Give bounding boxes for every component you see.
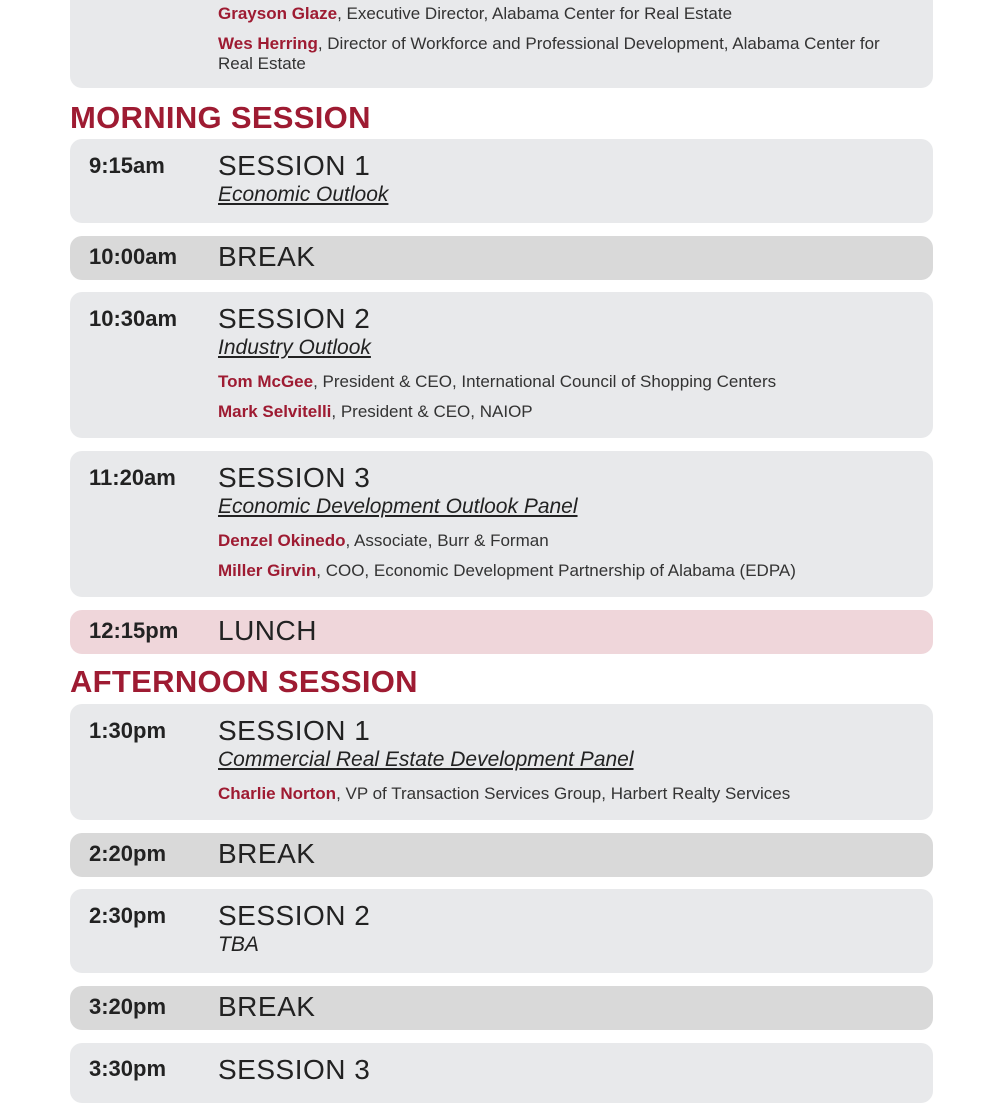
afternoon-session-heading: AFTERNOON SESSION bbox=[70, 664, 418, 699]
speaker-name: Wes Herring bbox=[218, 34, 318, 53]
session-title: SESSION 1 bbox=[218, 715, 371, 746]
session-topic-link[interactable]: Industry Outlook bbox=[218, 336, 371, 359]
session-topic-link[interactable]: Commercial Real Estate Development Panel bbox=[218, 748, 634, 771]
speaker bbox=[218, 34, 913, 74]
speaker-role: , VP of Transaction Services Group, Harbert Realty Services bbox=[336, 784, 791, 803]
session-title: SESSION 1 bbox=[218, 150, 371, 181]
speaker-role: , Director of Workforce and Professional Development, Alabama Center for Real Estate bbox=[218, 34, 880, 73]
agenda-item-afternoon-session-1 bbox=[70, 704, 933, 820]
speaker-name: Grayson Glaze bbox=[218, 4, 338, 23]
speaker bbox=[218, 561, 913, 581]
agenda-item-break bbox=[70, 986, 933, 1030]
session-time: 12:15pm bbox=[89, 618, 179, 643]
speaker bbox=[218, 784, 913, 804]
speaker-role: , COO, Economic Development Partnership of Alabama (EDPA) bbox=[316, 561, 796, 580]
speaker-role: , President & CEO, NAIOP bbox=[331, 402, 533, 421]
session-time: 3:20pm bbox=[89, 994, 167, 1019]
speaker-name: Mark Selvitelli bbox=[218, 402, 332, 421]
session-title: SESSION 2 bbox=[218, 900, 371, 931]
session-time: 3:30pm bbox=[89, 1056, 167, 1081]
session-topic: TBA bbox=[218, 933, 259, 956]
session-title: BREAK bbox=[218, 991, 316, 1022]
speaker-role: , President & CEO, International Council of Shopping Centers bbox=[313, 372, 777, 391]
session-time: 10:30am bbox=[89, 306, 178, 331]
session-time: 2:20pm bbox=[89, 841, 167, 866]
session-time: 9:15am bbox=[89, 153, 165, 178]
agenda-item-break bbox=[70, 833, 933, 877]
agenda-item-afternoon-session-3 bbox=[70, 1043, 933, 1103]
speaker-role: , Executive Director, Alabama Center for Real Estate bbox=[337, 4, 733, 23]
session-title: SESSION 3 bbox=[218, 462, 371, 493]
speaker bbox=[218, 372, 913, 392]
agenda-item-lunch bbox=[70, 610, 933, 654]
speaker-name: Miller Girvin bbox=[218, 561, 317, 580]
session-title: BREAK bbox=[218, 838, 316, 869]
agenda-item-break bbox=[70, 236, 933, 280]
agenda-item-afternoon-session-2 bbox=[70, 889, 933, 973]
session-topic-link[interactable]: Economic Development Outlook Panel bbox=[218, 495, 578, 518]
speaker-name: Charlie Norton bbox=[218, 784, 337, 803]
speaker bbox=[218, 402, 913, 422]
speaker-role: , Associate, Burr & Forman bbox=[345, 531, 549, 550]
session-title: BREAK bbox=[218, 241, 316, 272]
agenda-item-morning-session-1 bbox=[70, 139, 933, 223]
session-title: SESSION 3 bbox=[218, 1054, 371, 1085]
session-topic-link[interactable]: Economic Outlook bbox=[218, 183, 389, 206]
morning-session-heading: MORNING SESSION bbox=[70, 100, 371, 135]
session-title: LUNCH bbox=[218, 615, 317, 646]
intro-card bbox=[70, 0, 933, 88]
agenda-item-morning-session-3 bbox=[70, 451, 933, 597]
speaker bbox=[218, 531, 913, 551]
session-time: 1:30pm bbox=[89, 718, 167, 743]
session-time: 2:30pm bbox=[89, 903, 167, 928]
session-time: 10:00am bbox=[89, 244, 178, 269]
agenda-item-morning-session-2 bbox=[70, 292, 933, 438]
speaker-name: Denzel Okinedo bbox=[218, 531, 346, 550]
session-title: SESSION 2 bbox=[218, 303, 371, 334]
speaker bbox=[218, 4, 913, 24]
speaker-name: Tom McGee bbox=[218, 372, 314, 391]
session-time: 11:20am bbox=[89, 465, 176, 490]
